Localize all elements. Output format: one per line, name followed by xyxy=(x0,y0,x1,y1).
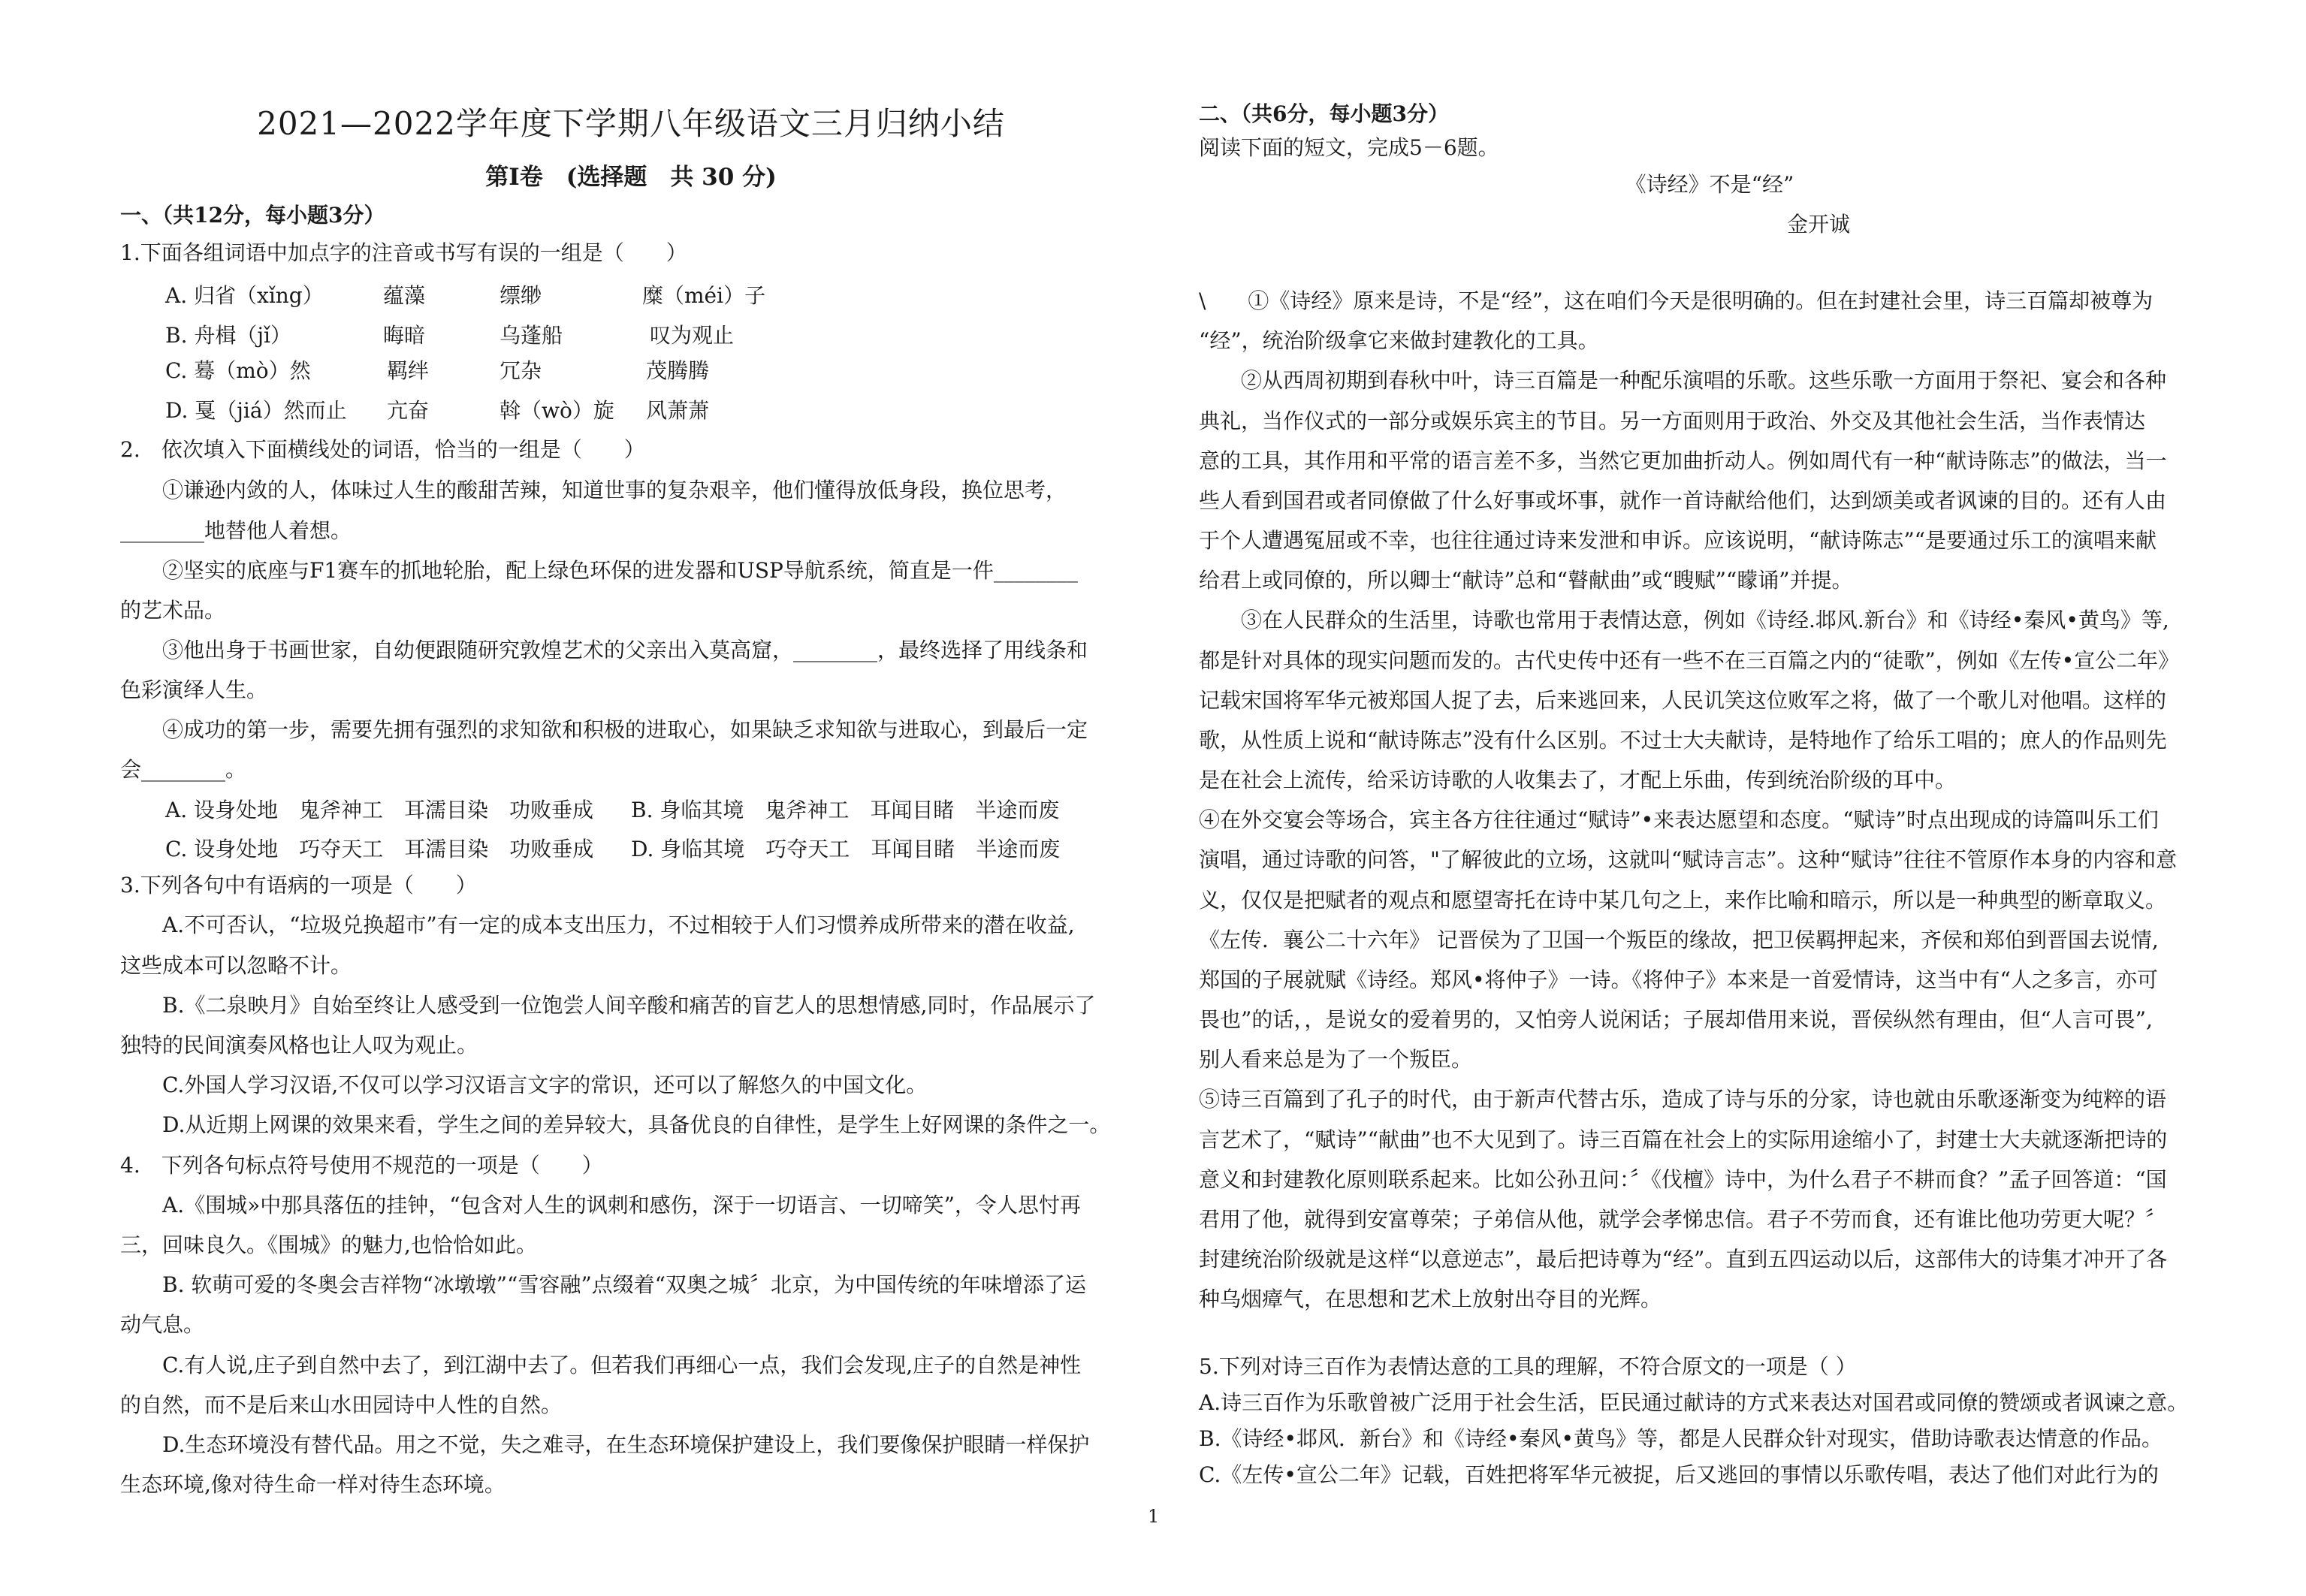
question-2-line: 色彩演绎人生。 xyxy=(120,677,268,702)
q3-option-c: C.外国人学习汉语,不仅可以学习汉语言文字的常识，还可以了解悠久的中国文化。 xyxy=(162,1073,928,1097)
essay-line: 演唱，通过诗歌的问答，"了解彼此的立场，这就叫“赋诗言志”。这种“赋诗”往往不管原作本身的内容和意 xyxy=(1199,847,2178,872)
essay-line: 典礼，当作仪式的一部分或娱乐宾主的节目。另一方面则用于政治、外交及其他社会生活，当作表情达 xyxy=(1199,409,2146,433)
essay-title: 《诗经》不是“经” xyxy=(1625,172,1794,197)
q1-option-a-word1: A. 归省（xǐng） xyxy=(165,283,324,308)
essay-author: 金开诚 xyxy=(1787,212,1851,237)
reading-intro: 阅读下面的短文，完成5－6题。 xyxy=(1199,135,1499,160)
essay-line: 封建统治阶级就是这样“以意逆志”，最后把诗尊为“经”。直到五四运动以后，这部伟大的诗集才冲开了各 xyxy=(1199,1247,2168,1272)
q4-option-c: C.有人说,庄子到自然中去了，到江湖中去了。但若我们再细心一点，我们会发现,庄子的自然是神性 xyxy=(162,1353,1082,1377)
q1-option-b-word1: B. 舟楫（jǐ） xyxy=(165,323,292,348)
q5-option-a: A.诗三百作为乐歌曾被广泛用于社会生活，臣民通过献诗的方式来表达对国君或同僚的赞颂或者讽谏之意。 xyxy=(1199,1390,2189,1415)
question-4-stem: 4. 下列各句标点符号使用不规范的一项是（ ） xyxy=(120,1153,603,1178)
essay-line: 意的工具，其作用和平常的语言差不多，当然它更加曲折动人。例如周代有一种“献诗陈志”的做法，当一 xyxy=(1199,448,2167,473)
q4-option-d-cont: 生态环境,像对待生命一样对待生态环境。 xyxy=(120,1472,506,1497)
exam-title: 2021—2022学年度下学期八年级语文三月归纳小结 xyxy=(257,105,1005,142)
q4-option-a: A.《围城»中那具落伍的挂钟，“包含对人生的讽刺和感伤，深于一切语言、一切啼笑”，令人思忖再 xyxy=(162,1193,1081,1217)
question-2-line: ①谦逊内敛的人，体味过人生的酸甜苦辣，知道世事的复杂艰辛，他们懂得放低身段，换位思考， xyxy=(162,478,1067,502)
q2-option-c: C. 设身处地 巧夺天工 耳濡目染 功败垂成 xyxy=(165,837,594,861)
q1-option-d-word3: 斡（wò）旋 xyxy=(500,398,614,423)
q1-option-c-word2: 羁绊 xyxy=(387,358,430,383)
q3-option-a-cont: 这些成本可以忽略不计。 xyxy=(120,953,352,978)
essay-line: 别人看来总是为了一个叛臣。 xyxy=(1199,1047,1473,1072)
essay-line: 于个人遭遇冤屈或不幸，也往往通过诗来发泄和申诉。应该说明，“献诗陈志”“是要通过乐工的演唱来献 xyxy=(1199,528,2157,553)
q1-option-a-word3: 缥缈 xyxy=(500,283,542,308)
question-2-line: 会________。 xyxy=(120,757,247,782)
essay-line: 都是针对具体的现实问题而发的。古代史传中还有一些不在三百篇之内的“徒歌”，例如《左传•宣公二年》 xyxy=(1199,648,2180,673)
section-one-heading: 一、（共12分，每小题3分） xyxy=(120,203,385,228)
q1-option-c-word1: C. 蓦（mò）然 xyxy=(165,358,311,383)
question-2-line: ③他出身于书画世家，自幼便跟随研究敦煌艺术的父亲出入莫高窟，________，最终选择了用线条和 xyxy=(162,638,1088,662)
q3-option-d: D.从近期上网课的效果来看，学生之间的差异较大，具备优良的自律性，是学生上好网课的条件之一。 xyxy=(162,1112,1111,1137)
q1-option-c-word4: 茂腾腾 xyxy=(646,358,710,383)
essay-line: 君用了他，就得到安富尊荣；子弟信从他，就学会孝悌忠信。君子不劳而食，还有谁比他功劳更大呢？〞 xyxy=(1199,1207,2167,1232)
essay-line: 是在社会上流传，给采访诗歌的人收集去了，才配上乐曲，传到统治阶级的耳中。 xyxy=(1199,768,1957,792)
q3-option-a: A.不可否认，“垃圾兑换超市”有一定的成本支出压力，不过相较于人们习惯养成所带来的潜在收益, xyxy=(162,913,1075,937)
q4-option-b-cont: 动气息。 xyxy=(120,1312,205,1337)
essay-line: ④在外交宴会等场合，宾主各方往往通过“赋诗”•来表达愿望和态度。“赋诗”时点出现成的诗篇叫乐工们 xyxy=(1199,807,2159,832)
q1-option-a-word2: 蕴藻 xyxy=(383,283,426,308)
question-3-stem: 3.下列各句中有语病的一项是（ ） xyxy=(120,873,477,898)
exam-subtitle: 第Ⅰ卷 (选择题 共 30 分) xyxy=(485,164,777,191)
essay-line: 记载宋国将军华元被郑国人捉了去，后来逃回来，人民讥笑这位败军之将，做了一个歌儿对他唱。这样的 xyxy=(1199,688,2167,713)
essay-line: ②从西周初期到春秋中叶，诗三百篇是一种配乐演唱的乐歌。这些乐歌一方面用于祭祀、宴会和各种 xyxy=(1199,368,2167,393)
essay-line: 些人看到国君或者同僚做了什么好事或坏事，就作一首诗献给他们，达到颂美或者讽谏的目的。还有人由 xyxy=(1199,488,2167,513)
question-5-stem: 5.下列对诗三百作为表情达意的工具的理解，不符合原文的一项是（ ） xyxy=(1199,1354,1857,1379)
essay-line: ⑤诗三百篇到了孔子的时代，由于新声代替古乐，造成了诗与乐的分家，诗也就由乐歌逐渐变为纯粹的语 xyxy=(1199,1087,2167,1112)
q1-option-b-word2: 晦暗 xyxy=(383,323,426,348)
essay-line: 给君上或同僚的，所以卿士“献诗”总和“瞽献曲”或“瞍赋”“矇诵”并提。 xyxy=(1199,568,1853,593)
question-2-stem: 2. 依次填入下面横线处的词语，恰当的一组是（ ） xyxy=(120,437,645,462)
q2-option-b: B. 身临其境 鬼斧神工 耳闻目睹 半途而废 xyxy=(631,798,1060,822)
q1-option-d-word2: 亢奋 xyxy=(387,398,430,423)
essay-line: ③在人民群众的生活里，诗歌也常用于表情达意，例如《诗经.邶风.新台》和《诗经•秦风•黄鸟》等, xyxy=(1199,608,2169,632)
question-2-line: ②坚实的底座与F1赛车的抓地轮胎，配上绿色环保的进发器和USP导航系统，简直是一件________ xyxy=(162,558,1078,583)
q4-option-b: B. 软萌可爱的冬奥会吉祥物“冰墩墩”“雪容融”点缀着“双奥之城〞北京，为中国传统的年味增添了运 xyxy=(162,1272,1086,1297)
q3-option-b-cont: 独特的民间演奏风格也让人叹为观止。 xyxy=(120,1033,478,1057)
q2-option-d: D. 身临其境 巧夺天工 耳闻目睹 半途而废 xyxy=(631,837,1061,861)
essay-line: 种乌烟瘴气，在思想和艺术上放射出夺目的光辉。 xyxy=(1199,1287,1662,1311)
section-two-heading: 二、（共6分，每小题3分） xyxy=(1199,101,1449,126)
q1-option-b-word3: 乌蓬船 xyxy=(500,323,563,348)
q5-option-b: B.《诗经•邶风．新台》和《诗经•秦风•黄鸟》等，都是人民群众针对现实，借助诗歌表达情意的作品。 xyxy=(1199,1426,2163,1451)
q3-option-b: B.《二泉映月》自始至终让人感受到一位饱尝人间辛酸和痛苦的盲艺人的思想情感,同时，作品展示了 xyxy=(162,993,1096,1018)
q5-option-c: C.《左传•宣公二年》记载，百姓把将军华元被捉，后又逃回的事情以乐歌传唱，表达了他们对此行为的 xyxy=(1199,1462,2159,1487)
essay-line: “经”，统治阶级拿它来做封建教化的工具。 xyxy=(1199,328,1599,353)
q1-option-b-word4: 叹为观止 xyxy=(650,323,735,348)
question-1-stem: 1.下面各组词语中加点字的注音或书写有误的一组是（ ） xyxy=(120,240,687,265)
q1-option-a-word4: 糜（méi）子 xyxy=(642,283,766,308)
q2-option-a: A. 设身处地 鬼斧神工 耳濡目染 功败垂成 xyxy=(165,798,594,822)
q4-option-d: D.生态环境没有替代品。用之不觉，失之难寻，在生态环境保护建设上，我们要像保护眼睛一样保护 xyxy=(162,1432,1090,1457)
page-number: 1 xyxy=(1148,1506,1160,1527)
q1-option-d-word1: D. 戛（jiá）然而止 xyxy=(165,398,347,423)
essay-line: 《左传．襄公二十六年》 记晋侯为了卫国一个叛臣的缘故，把卫侯羁押起来，齐侯和郑伯到晋国去说情, xyxy=(1199,928,2159,952)
essay-line: 郑国的子展就赋《诗经。郑风•将仲子》一诗。《将仲子》本来是一首爱情诗，这当中有“人之多言，亦可 xyxy=(1199,967,2158,992)
essay-line: 意义和封建教化原则联系起来。比如公孙丑问：〞《伐檀》诗中，为什么君子不耕而食？”孟子回答道：“国 xyxy=(1199,1167,2167,1192)
essay-line: 言艺术了，“赋诗”“献曲”也不大见到了。诗三百篇在社会上的实际用途缩小了，封建士大夫就逐渐把诗的 xyxy=(1199,1127,2168,1152)
q1-option-c-word3: 冗杂 xyxy=(500,358,542,383)
question-2-line: 的艺术品。 xyxy=(120,598,226,623)
essay-line: 歌，从性质上说和“献诗陈志”没有什么区别。不过士大夫献诗，是特地作了给乐工唱的；庶人的作品则先 xyxy=(1199,728,2167,753)
question-2-line: ________地替他人着想。 xyxy=(120,518,352,543)
q4-option-c-cont: 的自然，而不是后来山水田园诗中人性的自然。 xyxy=(120,1392,563,1417)
essay-line: 畏也”的话，，是说女的爱着男的，又怕旁人说闲话；子展却借用来说，晋侯纵然有理由，但“人言可畏”, xyxy=(1199,1007,2153,1032)
essay-line: 义，仅仅是把赋者的观点和愿望寄托在诗中某几句之上，来作比喻和暗示，所以是一种典型的断章取义。 xyxy=(1199,888,2167,913)
essay-line: \ ①《诗经》原来是诗，不是“经”，这在咱们今天是很明确的。但在封建社会里，诗三百篇却被尊为 xyxy=(1199,288,2154,313)
q1-option-d-word4: 风萧萧 xyxy=(646,398,710,423)
question-2-line: ④成功的第一步，需要先拥有强烈的求知欲和积极的进取心，如果缺乏求知欲与进取心，到最后一定 xyxy=(162,717,1088,742)
q4-option-a-cont: 三，回味良久。《围城》的魅力,也恰恰如此。 xyxy=(120,1232,537,1257)
